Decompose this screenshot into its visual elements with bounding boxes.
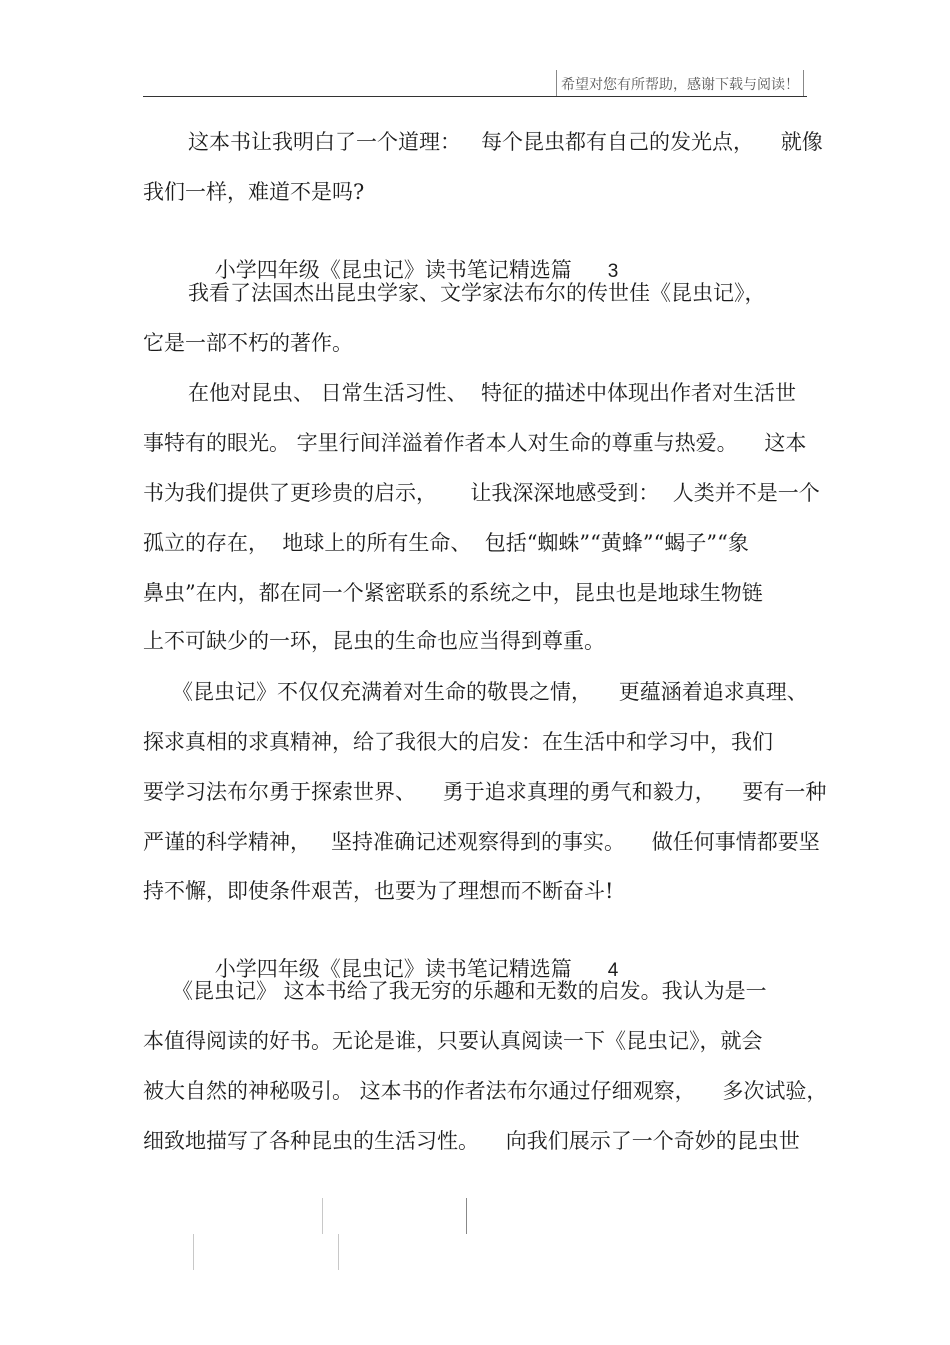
section-heading-title: 小学四年级《昆虫记》读书笔记精选篇 [214, 957, 572, 981]
scan-mark [193, 1234, 194, 1270]
scan-mark [466, 1198, 467, 1234]
text-line: 上不可缺少的一环，昆虫的生命也应当得到尊重。 [143, 629, 605, 653]
section-heading-title: 小学四年级《昆虫记》读书笔记精选篇 [214, 258, 572, 282]
section-heading-number: 3 [607, 261, 619, 282]
section-heading-number: 4 [607, 960, 619, 981]
text-line: 严谨的科学精神， 坚持准确记述观察得到的事实。 做任何事情都要坚 [143, 830, 820, 854]
text-line: 探求真相的求真精神，给了我很大的启发：在生活中和学习中，我们 [143, 730, 773, 754]
text-line: 我们一样，难道不是吗? [143, 180, 365, 204]
text-line: 事特有的眼光。 字里行间洋溢着作者本人对生命的尊重与热爱。 这本 [143, 431, 807, 455]
header-divider [143, 96, 807, 97]
header-text: 希望对您有所帮助，感谢下载与阅读！ [561, 77, 799, 93]
header-banner [556, 70, 804, 96]
text-line: 《昆虫记》 这本书给了我无穷的乐趣和无数的启发。我认为是一 [172, 979, 767, 1003]
text-line: 我看了法国杰出昆虫学家、文学家法布尔的传世佳《昆虫记》， [188, 281, 766, 305]
text-line: 在他对昆虫、 日常生活习性、 特征的描述中体现出作者对生活世 [188, 381, 797, 405]
text-line: 孤立的存在， 地球上的所有生命、 包括“蜘蛛”“黄蜂”“蝎子”“象 [143, 531, 749, 555]
text-line: 鼻虫”在内，都在同一个紧密联系的系统之中，昆虫也是地球生物链 [143, 581, 763, 605]
text-line: 《昆虫记》不仅仅充满着对生命的敬畏之情， 更蕴涵着追求真理、 [172, 680, 808, 704]
text-line: 要学习法布尔勇于探索世界、 勇于追求真理的勇气和毅力， 要有一种 [143, 780, 827, 804]
text-line: 细致地描写了各种昆虫的生活习性。 向我们展示了一个奇妙的昆虫世 [143, 1129, 800, 1153]
text-line: 它是一部不朽的著作。 [143, 331, 353, 355]
text-line: 书为我们提供了更珍贵的启示， 让我深深地感受到： 人类并不是一个 [143, 481, 820, 505]
scan-mark [322, 1198, 323, 1234]
text-line: 这本书让我明白了一个道理： 每个昆虫都有自己的发光点， 就像 [188, 130, 823, 154]
text-line: 本值得阅读的好书。无论是谁，只要认真阅读一下《昆虫记》，就会 [143, 1029, 763, 1053]
text-line: 被大自然的神秘吸引。 这本书的作者法布尔通过仔细观察， 多次试验， [143, 1079, 828, 1103]
scan-mark [338, 1234, 339, 1270]
text-line: 持不懈，即使条件艰苦，也要为了理想而不断奋斗! [143, 879, 614, 903]
